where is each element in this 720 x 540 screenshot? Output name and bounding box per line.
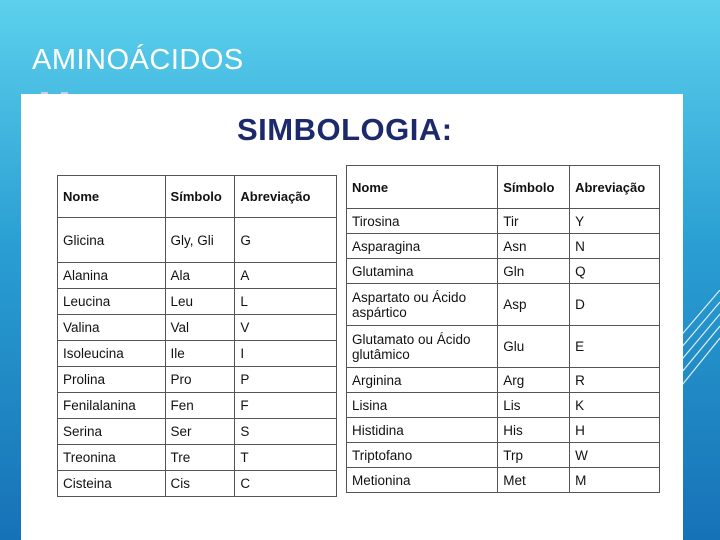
cell-name: Serina <box>58 419 166 445</box>
cell-abbreviation: V <box>235 315 337 341</box>
cell-symbol: Fen <box>165 393 235 419</box>
cell-name: Treonina <box>58 445 166 471</box>
cell-name: Alanina <box>58 263 166 289</box>
cell-abbreviation: S <box>235 419 337 445</box>
cell-name: Glutamina <box>347 259 498 284</box>
header-symbol: Símbolo <box>498 166 570 209</box>
cell-name: Cisteina <box>58 471 166 497</box>
cell-abbreviation: G <box>235 218 337 263</box>
slide-title: AMINOÁCIDOS <box>32 44 244 76</box>
cell-symbol: Glu <box>498 326 570 368</box>
cell-symbol: Gln <box>498 259 570 284</box>
cell-symbol: Asn <box>498 234 570 259</box>
section-heading: SIMBOLOGIA: <box>237 112 453 147</box>
table-row <box>58 341 337 367</box>
table-row <box>58 289 337 315</box>
cell-name: Glicina <box>58 218 166 263</box>
cell-name: Tirosina <box>347 209 498 234</box>
header-symbol: Símbolo <box>165 176 235 218</box>
table-row <box>58 263 337 289</box>
cell-name: Leucina <box>58 289 166 315</box>
table-row <box>58 315 337 341</box>
table-header-row <box>58 176 337 218</box>
cell-symbol: Val <box>165 315 235 341</box>
cell-symbol: Pro <box>165 367 235 393</box>
cell-abbreviation: Q <box>570 259 660 284</box>
cell-abbreviation: I <box>235 341 337 367</box>
table-row <box>347 468 660 493</box>
cell-name: Asparagina <box>347 234 498 259</box>
cell-name: Histidina <box>347 418 498 443</box>
cell-abbreviation: M <box>570 468 660 493</box>
cell-abbreviation: N <box>570 234 660 259</box>
cell-abbreviation: D <box>570 284 660 326</box>
cell-abbreviation: H <box>570 418 660 443</box>
table-row <box>347 326 660 368</box>
table-row <box>347 418 660 443</box>
cell-name: Valina <box>58 315 166 341</box>
cell-symbol: Leu <box>165 289 235 315</box>
cell-abbreviation: Y <box>570 209 660 234</box>
table-row <box>347 259 660 284</box>
amino-acid-table-right <box>346 165 660 493</box>
cell-abbreviation: W <box>570 443 660 468</box>
header-name: Nome <box>58 176 166 218</box>
table-row <box>347 368 660 393</box>
cell-name: Glutamato ou Ácido glutâmico <box>347 326 498 368</box>
cell-name: Isoleucina <box>58 341 166 367</box>
cell-abbreviation: E <box>570 326 660 368</box>
cell-name: Fenilalanina <box>58 393 166 419</box>
header-abbreviation: Abreviação <box>235 176 337 218</box>
cell-name: Arginina <box>347 368 498 393</box>
cell-abbreviation: A <box>235 263 337 289</box>
table-row <box>347 234 660 259</box>
table-row <box>58 367 337 393</box>
table-row <box>347 393 660 418</box>
cell-symbol: Arg <box>498 368 570 393</box>
table-row <box>347 284 660 326</box>
table-row <box>58 445 337 471</box>
cell-symbol: Trp <box>498 443 570 468</box>
cell-abbreviation: P <box>235 367 337 393</box>
cell-abbreviation: L <box>235 289 337 315</box>
table-row <box>58 471 337 497</box>
cell-abbreviation: C <box>235 471 337 497</box>
amino-acid-table-left <box>57 175 337 497</box>
table-row <box>58 393 337 419</box>
cell-symbol: Met <box>498 468 570 493</box>
cell-name: Triptofano <box>347 443 498 468</box>
cell-symbol: Gly, Gli <box>165 218 235 263</box>
cell-abbreviation: T <box>235 445 337 471</box>
table-row <box>58 218 337 263</box>
cell-abbreviation: R <box>570 368 660 393</box>
cell-symbol: Ile <box>165 341 235 367</box>
cell-symbol: Ala <box>165 263 235 289</box>
cell-name: Aspartato ou Ácido aspártico <box>347 284 498 326</box>
cell-abbreviation: K <box>570 393 660 418</box>
cell-symbol: Cis <box>165 471 235 497</box>
table-row <box>347 209 660 234</box>
cell-name: Lisina <box>347 393 498 418</box>
cell-symbol: Ser <box>165 419 235 445</box>
table-row <box>58 419 337 445</box>
cell-symbol: Asp <box>498 284 570 326</box>
cell-symbol: Tre <box>165 445 235 471</box>
cell-symbol: Lis <box>498 393 570 418</box>
cell-abbreviation: F <box>235 393 337 419</box>
header-abbreviation: Abreviação <box>570 166 660 209</box>
cell-symbol: Tir <box>498 209 570 234</box>
cell-name: Metionina <box>347 468 498 493</box>
table-row <box>347 443 660 468</box>
cell-name: Prolina <box>58 367 166 393</box>
table-header-row <box>347 166 660 209</box>
cell-symbol: His <box>498 418 570 443</box>
header-name: Nome <box>347 166 498 209</box>
